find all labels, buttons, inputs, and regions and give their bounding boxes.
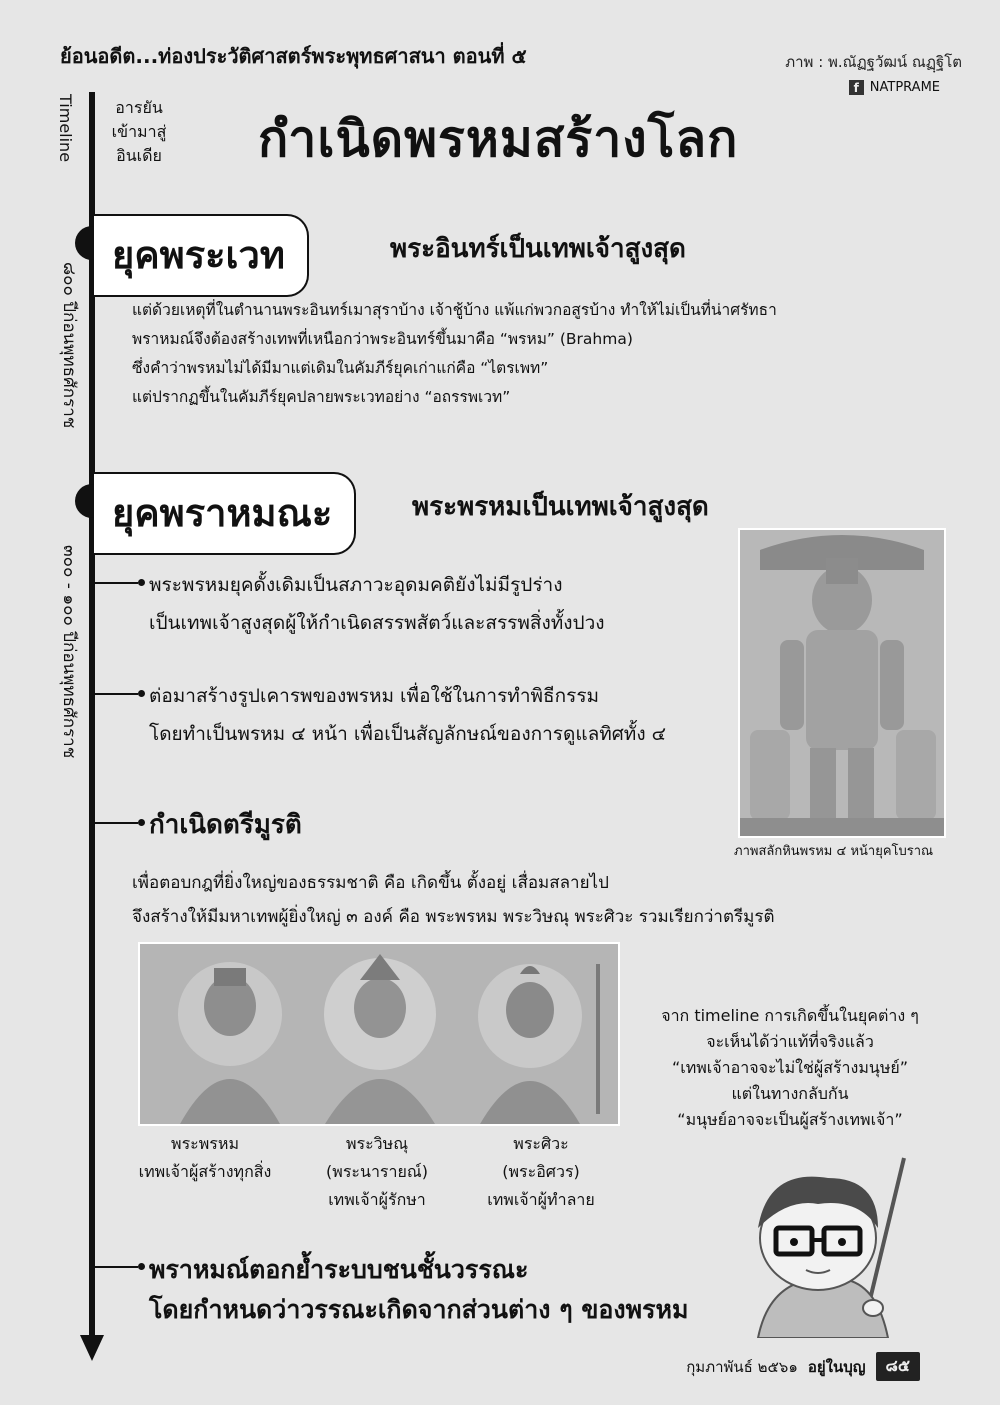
text-line: แต่ปรากฏขึ้นในคัมภีร์ยุคปลายพระเวทอย่าง “อถรรพเวท” bbox=[132, 388, 511, 406]
trimurti-heading-row bbox=[94, 806, 302, 844]
brahma-carving-image bbox=[738, 528, 946, 838]
trimurti-heading: กำเนิดตรีมูรติ bbox=[149, 810, 302, 840]
deity-name: พระพรหม bbox=[171, 1134, 239, 1153]
photo-credit: ภาพ : พ.ณัฏฐวัฒน์ ณฏฺฐิโต bbox=[785, 53, 962, 71]
deity-role: เทพเจ้าผู้รักษา bbox=[328, 1190, 426, 1209]
text-line: จึงสร้างให้มีมหาเทพผู้ยิ่งใหญ่ ๓ องค์ คือ พระพรหม พระวิษณุ พระศิวะ รวมเรียกว่าตรีมูรติ bbox=[132, 907, 775, 927]
bullet-item bbox=[94, 1250, 689, 1330]
facebook-icon: f bbox=[849, 80, 864, 95]
deity-role: เทพเจ้าผู้สร้างทุกสิ่ง bbox=[138, 1162, 272, 1181]
text-line: “เทพเจ้าอาจจะไม่ใช่ผู้สร้างมนุษย์” bbox=[671, 1058, 909, 1077]
era-vedic-subtitle: พระอินทร์เป็นเทพเจ้าสูงสุด bbox=[390, 234, 686, 264]
issue-date: กุมภาพันธ์ ๒๕๖๑ bbox=[686, 1357, 798, 1376]
bullet-text bbox=[149, 566, 605, 642]
deity-name: พระวิษณุ bbox=[345, 1134, 409, 1153]
era-vedic-label: ยุคพระเวท bbox=[94, 214, 309, 297]
text-line: พราหมณ์ตอกย้ำระบบชนชั้นวรรณะ bbox=[149, 1255, 529, 1284]
text-line: โดยทำเป็นพรหม ๔ หน้า เพื่อเป็นสัญลักษณ์ของการดูแลทิศทั้ง ๔ bbox=[149, 723, 667, 745]
bullet-dot-icon bbox=[138, 579, 145, 586]
page-title: กำเนิดพรหมสร้างโลก bbox=[258, 110, 739, 168]
text-line: พระพรหมยุคดั้งเดิมเป็นสภาวะอุดมคติยังไม่มีรูปร่าง bbox=[149, 574, 563, 596]
deity-alt-name: (พระอิศวร) bbox=[502, 1162, 580, 1181]
narrator-with-pointer-icon bbox=[728, 1148, 928, 1338]
three-deities-icon bbox=[140, 944, 618, 1124]
text-line: เพื่อตอบกฎที่ยิ่งใหญ่ของธรรมชาติ คือ เกิดขึ้น ตั้งอยู่ เสื่อมสลายไป bbox=[132, 873, 609, 893]
deity-role: เทพเจ้าผู้ทำลาย bbox=[487, 1190, 595, 1209]
text-line: แต่ในทางกลับกัน bbox=[731, 1084, 849, 1103]
trimurti-text bbox=[132, 866, 932, 934]
cartoon-narrator bbox=[728, 1148, 928, 1338]
bullet-text bbox=[149, 677, 666, 753]
bullet-connector bbox=[94, 822, 138, 824]
deity-caption-shiva bbox=[456, 1130, 626, 1214]
text-line: พราหมณ์จึงต้องสร้างเทพที่เหนือกว่าพระอินทร์ขึ้นมาคือ “พรหม” (Brahma) bbox=[132, 330, 633, 348]
page-number: ๘๕ bbox=[876, 1352, 920, 1381]
bullet-connector bbox=[94, 582, 138, 584]
facebook-credit bbox=[849, 80, 940, 95]
bullet-dot-icon bbox=[138, 690, 145, 697]
trimurti-image bbox=[138, 942, 620, 1126]
deity-caption-brahma bbox=[120, 1130, 290, 1186]
period-brahmana: ๓๐๐ - ๑๐๐ ปีก่อนพุทธศักราช bbox=[59, 545, 79, 759]
text-line: เป็นเทพเจ้าสูงสุดผู้ให้กำเนิดสรรพสัตว์และสรรพสิ่งทั้งปวง bbox=[149, 612, 605, 634]
text-line: จะเห็นได้ว่าแท้ที่จริงแล้ว bbox=[706, 1032, 874, 1051]
bullet-connector bbox=[94, 1266, 138, 1268]
text-line: แต่ด้วยเหตุที่ในตำนานพระอินทร์เมาสุราบ้าง เจ้าชู้บ้าง แพ้แก่พวกอสูรบ้าง ทำให้ไม่เป็นที่น่าศรัทธา bbox=[132, 301, 777, 319]
bullet-item bbox=[94, 566, 605, 642]
magazine-name: อยู่ในบุญ bbox=[807, 1357, 866, 1376]
bullet-dot-icon bbox=[138, 1263, 145, 1270]
deity-alt-name: (พระนารายณ์) bbox=[326, 1162, 428, 1181]
text-line: ต่อมาสร้างรูปเคารพของพรหม เพื่อใช้ในการทำพิธีกรรม bbox=[149, 685, 600, 707]
timeline-label: Timeline bbox=[56, 94, 75, 163]
page-footer bbox=[686, 1352, 920, 1381]
text-line: “มนุษย์อาจจะเป็นผู้สร้างเทพเจ้า” bbox=[677, 1110, 903, 1129]
text-line: ซึ่งคำว่าพรหมไม่ได้มีมาแต่เดิมในคัมภีร์ยุคเก่าแก่คือ “ไตรเพท” bbox=[132, 359, 549, 377]
bullet-dot-icon bbox=[138, 819, 145, 826]
era-brahmana-subtitle: พระพรหมเป็นเทพเจ้าสูงสุด bbox=[412, 492, 709, 522]
aryan-arrival: อารยัน เข้ามาสู่ อินเดีย bbox=[111, 98, 167, 165]
era-vedic-text bbox=[132, 296, 892, 412]
period-vedic: ๘๐๐ ปีก่อนพุทธศักราช bbox=[59, 262, 79, 429]
facebook-name: NATPRAME bbox=[869, 80, 940, 95]
statue-figure-icon bbox=[740, 530, 944, 836]
conclusion-note bbox=[630, 1003, 950, 1133]
bullet-item bbox=[94, 677, 666, 753]
timeline-arrow-icon bbox=[80, 1335, 104, 1361]
text-line: โดยกำหนดว่าวรรณะเกิดจากส่วนต่าง ๆ ของพรหม bbox=[149, 1295, 689, 1324]
era-brahmana-label: ยุคพราหมณะ bbox=[94, 472, 356, 555]
text-line: จาก timeline การเกิดขึ้นในยุคต่าง ๆ bbox=[661, 1006, 919, 1025]
bullet-text bbox=[149, 1250, 689, 1330]
series-title: ย้อนอดีต...ท่องประวัติศาสตร์พระพุทธศาสนา ตอนที่ ๕ bbox=[60, 44, 527, 68]
bullet-connector bbox=[94, 693, 138, 695]
deity-name: พระศิวะ bbox=[513, 1134, 569, 1153]
deity-caption-vishnu bbox=[292, 1130, 462, 1214]
image-caption: ภาพสลักหินพรหม ๔ หน้ายุคโบราณ bbox=[734, 844, 934, 859]
